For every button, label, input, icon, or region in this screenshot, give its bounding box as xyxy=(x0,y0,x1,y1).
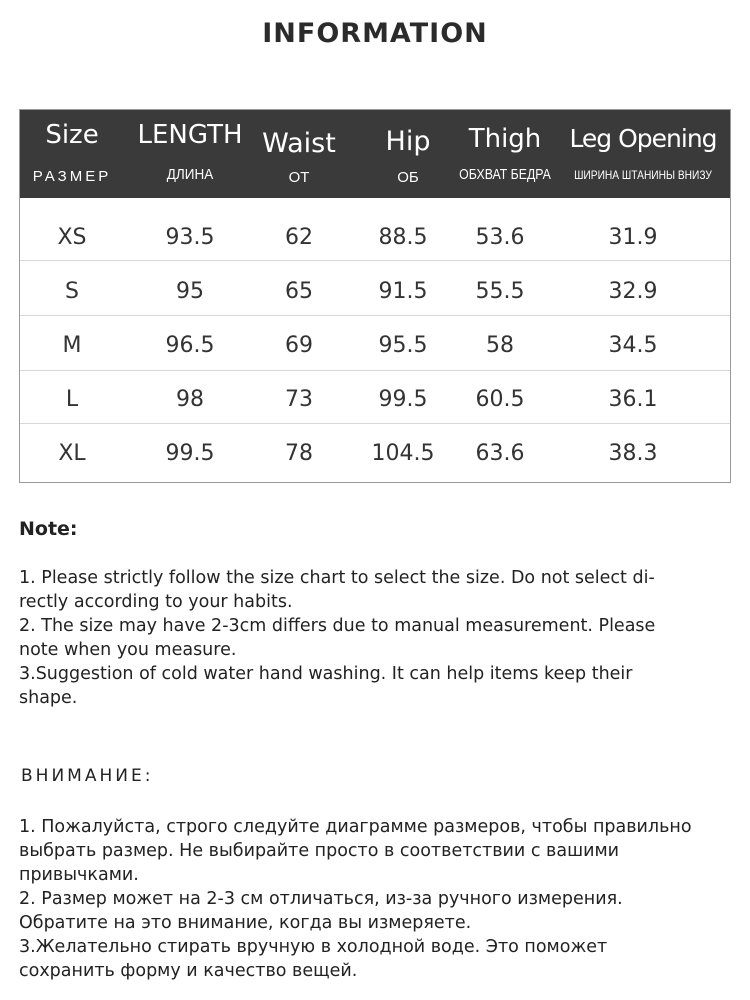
size-chart-table xyxy=(19,109,731,483)
notice-ru-line: 1. Пожалуйста, строго следуйте диаграмме размеров, чтобы правильно xyxy=(19,817,692,837)
cell-hip: 91.5 xyxy=(378,279,428,304)
cell-hip: 95.5 xyxy=(378,333,428,358)
header-length-en: LENGTH xyxy=(137,120,243,150)
row-divider xyxy=(20,260,730,261)
cell-waist: 65 xyxy=(285,279,313,304)
notice-ru-line: привычками. xyxy=(19,865,139,885)
note-line: 3.Suggestion of cold water hand washing. It can help items keep their xyxy=(19,664,633,684)
table-row xyxy=(20,427,730,481)
header-hip-ru: ОБ xyxy=(397,169,419,186)
cell-leg-opening: 32.9 xyxy=(608,279,658,304)
notice-ru-line: сохранить форму и качество вещей. xyxy=(19,961,358,981)
notice-ru-line: 2. Размер может на 2-3 см отличаться, из-за ручного измерения. xyxy=(19,889,623,909)
cell-leg-opening: 31.9 xyxy=(608,225,658,250)
cell-waist: 73 xyxy=(285,387,313,412)
page-title: INFORMATION xyxy=(262,18,488,49)
note-line: rectly according to your habits. xyxy=(19,592,293,612)
header-hip-en: Hip xyxy=(385,126,431,157)
notice-ru-line: Обратите на это внимание, когда вы измеряете. xyxy=(19,913,472,933)
cell-length: 93.5 xyxy=(165,225,215,250)
cell-size: S xyxy=(65,279,79,304)
header-leg-opening xyxy=(560,110,726,198)
header-thigh xyxy=(445,110,565,198)
cell-size: M xyxy=(62,333,82,358)
notice-ru-heading: ВНИМАНИЕ: xyxy=(21,766,154,786)
cell-thigh: 53.6 xyxy=(475,225,525,250)
cell-hip: 104.5 xyxy=(371,441,435,466)
cell-leg-opening: 34.5 xyxy=(608,333,658,358)
table-row xyxy=(20,319,730,373)
row-divider xyxy=(20,370,730,371)
cell-hip: 88.5 xyxy=(378,225,428,250)
header-length xyxy=(128,110,252,198)
header-size xyxy=(24,110,120,198)
cell-thigh: 55.5 xyxy=(475,279,525,304)
note-heading: Note: xyxy=(19,518,78,540)
notice-ru-line: 3.Желательно стирать вручную в холодной воде. Это поможет xyxy=(19,937,608,957)
header-leg-opening-en: Leg Opening xyxy=(569,124,717,153)
cell-thigh: 63.6 xyxy=(475,441,525,466)
row-divider xyxy=(20,315,730,316)
header-thigh-ru: ОБХВАТ БЕДРА xyxy=(459,166,551,183)
cell-waist: 62 xyxy=(285,225,313,250)
cell-length: 98 xyxy=(176,387,204,412)
cell-leg-opening: 38.3 xyxy=(608,441,658,466)
header-thigh-en: Thigh xyxy=(468,124,542,154)
header-leg-opening-ru: ШИРИНА ШТАНИНЫ ВНИЗУ xyxy=(574,168,712,182)
cell-thigh: 60.5 xyxy=(475,387,525,412)
notice-ru-line: выбрать размер. Не выбирайте просто в соответствии с вашими xyxy=(19,841,620,861)
note-line: 2. The size may have 2-3cm differs due to manual measurement. Please xyxy=(19,616,656,636)
note-line: shape. xyxy=(19,688,78,708)
cell-length: 95 xyxy=(176,279,204,304)
header-size-ru: РАЗМЕР xyxy=(32,168,112,185)
header-hip xyxy=(360,110,456,198)
cell-size: XS xyxy=(57,225,87,250)
table-row xyxy=(20,265,730,319)
header-waist-en: Waist xyxy=(262,128,336,159)
header-length-ru: ДЛИНА xyxy=(166,166,214,183)
header-waist xyxy=(252,110,346,198)
header-waist-ru: ОТ xyxy=(288,169,310,186)
table-row xyxy=(20,373,730,427)
cell-waist: 78 xyxy=(285,441,313,466)
cell-size: L xyxy=(65,387,79,412)
cell-waist: 69 xyxy=(285,333,313,358)
cell-hip: 99.5 xyxy=(378,387,428,412)
row-divider xyxy=(20,423,730,424)
cell-size: XL xyxy=(58,441,86,466)
cell-length: 99.5 xyxy=(165,441,215,466)
note-line: 1. Please strictly follow the size chart to select the size. Do not select di- xyxy=(19,568,655,588)
table-header xyxy=(20,110,730,198)
header-size-en: Size xyxy=(45,120,99,150)
note-line: note when you measure. xyxy=(19,640,237,660)
table-row xyxy=(20,211,730,265)
cell-length: 96.5 xyxy=(165,333,215,358)
cell-leg-opening: 36.1 xyxy=(608,387,658,412)
cell-thigh: 58 xyxy=(486,333,514,358)
